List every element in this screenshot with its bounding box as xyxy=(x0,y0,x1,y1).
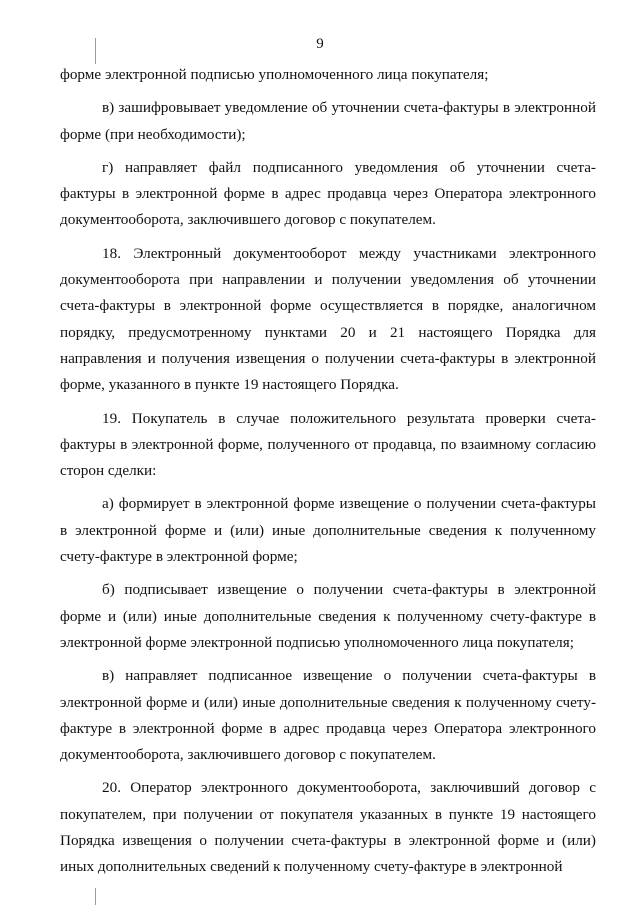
paragraph-19-item-b: б) подписывает извещение о получении счета-фактуры в электронной форме и (или) иные дополнительные сведения к полученному счету-фактуре в электронной форме электронной подписью уполномоченного лица покупателя; xyxy=(60,581,596,651)
paragraph-18: 18. Электронный документооборот между участниками электронного документооборота при направлении и получении уведомления об уточнении счета-фактуры в электронной форме осуществляется в порядке, аналогичном порядку, предусмотренному пунктами 20 и 21 настоящего Порядка для направления и получения извещения о получении счета-фактуры в электронной форме, указанного в пункте 19 настоящего Порядка. xyxy=(60,244,596,394)
page-number: 9 xyxy=(316,36,324,52)
margin-line-mark-bottom xyxy=(95,888,96,905)
paragraph-20: 20. Оператор электронного документооборота, заключивший договор с покупателем, при получении от покупателя указанных в пункте 19 настоящего Порядка извещения о получении счета-фактуры в электронной форме и (или) иных дополнительных сведений к полученному счету-фактуре в электронной xyxy=(60,779,596,876)
paragraph-item-v: в) зашифровывает уведомление об уточнении счета-фактуры в электронной форме (при необходимости); xyxy=(60,99,596,143)
body-text xyxy=(60,62,596,888)
paragraph-continuation: форме электронной подписью уполномоченного лица покупателя; xyxy=(60,66,489,83)
paragraph-19-item-a: а) формирует в электронной форме извещение о получении счета-фактуры в электронной форме и (или) иные дополнительные сведения к полученному счету-фактуре в электронной форме; xyxy=(60,495,596,566)
paragraph-19-item-v: в) направляет подписанное извещение о получении счета-фактуры в электронной форме и (или) иные дополнительные сведения к полученному счету-фактуре в электронной форме в адрес продавца через Оператора электронного документооборота, заключившего договор с покупателем. xyxy=(60,667,596,764)
paragraph-item-g: г) направляет файл подписанного уведомления об уточнении счета-фактуры в электронной форме в адрес продавца через Оператора электронного документооборота, заключившего договор с покупателем. xyxy=(60,158,596,229)
paragraph-19: 19. Покупатель в случае положительного результата проверки счета-фактуры в электронной форме, полученного от продавца, по взаимному согласию сторон сделки: xyxy=(60,409,596,480)
